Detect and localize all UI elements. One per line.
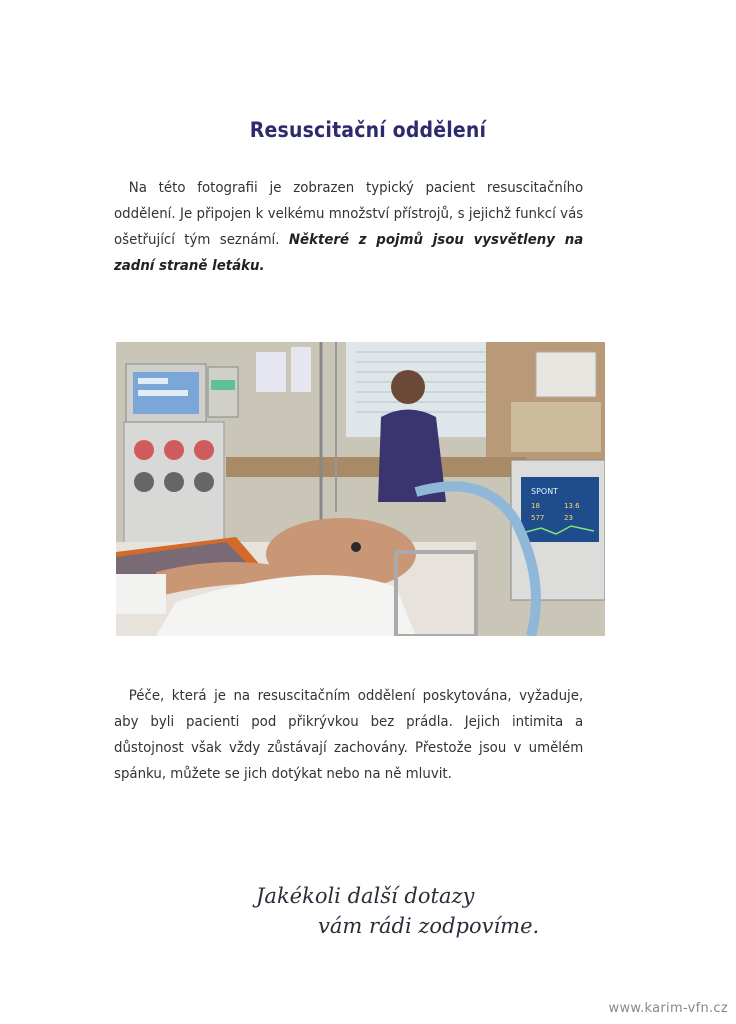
intro-bold-text: Některé z pojmů jsou vysvětleny na zadní straně letáku.	[114, 232, 584, 274]
monitor-value-2: 13.6	[564, 502, 580, 510]
page-title: Resuscitační oddělení	[249, 118, 487, 142]
monitor-value-1: 18	[531, 502, 540, 510]
footer-url[interactable]: www.karim-vfn.cz	[608, 1001, 728, 1016]
closing-line-2: vám rádi zodpovíme.	[318, 914, 540, 938]
closing-line-1: Jakékoli další dotazy	[256, 884, 475, 908]
monitor-value-3: 577	[531, 514, 545, 522]
care-paragraph: Péče, která je na resuscitačním oddělení poskytována, vyžaduje, aby byli pacienti pod přikrývkou bez prádla. Jejich intimita a důstojnost však vždy zůstávají zachovány. Přestože jsou v umělém spánku, můžete se jich dotýkat nebo na ně mluvit.	[114, 688, 584, 782]
icu-patient-photo	[116, 342, 605, 636]
intro-text: Na této fotografii je zobrazen typický pacient resuscitačního oddělení. Je připojen k velkému množství přístrojů, s jejichž funkcí vás ošetřující tým seznámí.	[114, 180, 584, 248]
monitor-value-4: 23	[564, 514, 573, 522]
icu-photo-illustration	[116, 342, 605, 636]
monitor-mode-label: SPONT	[531, 487, 559, 496]
intro-paragraph	[114, 175, 583, 279]
